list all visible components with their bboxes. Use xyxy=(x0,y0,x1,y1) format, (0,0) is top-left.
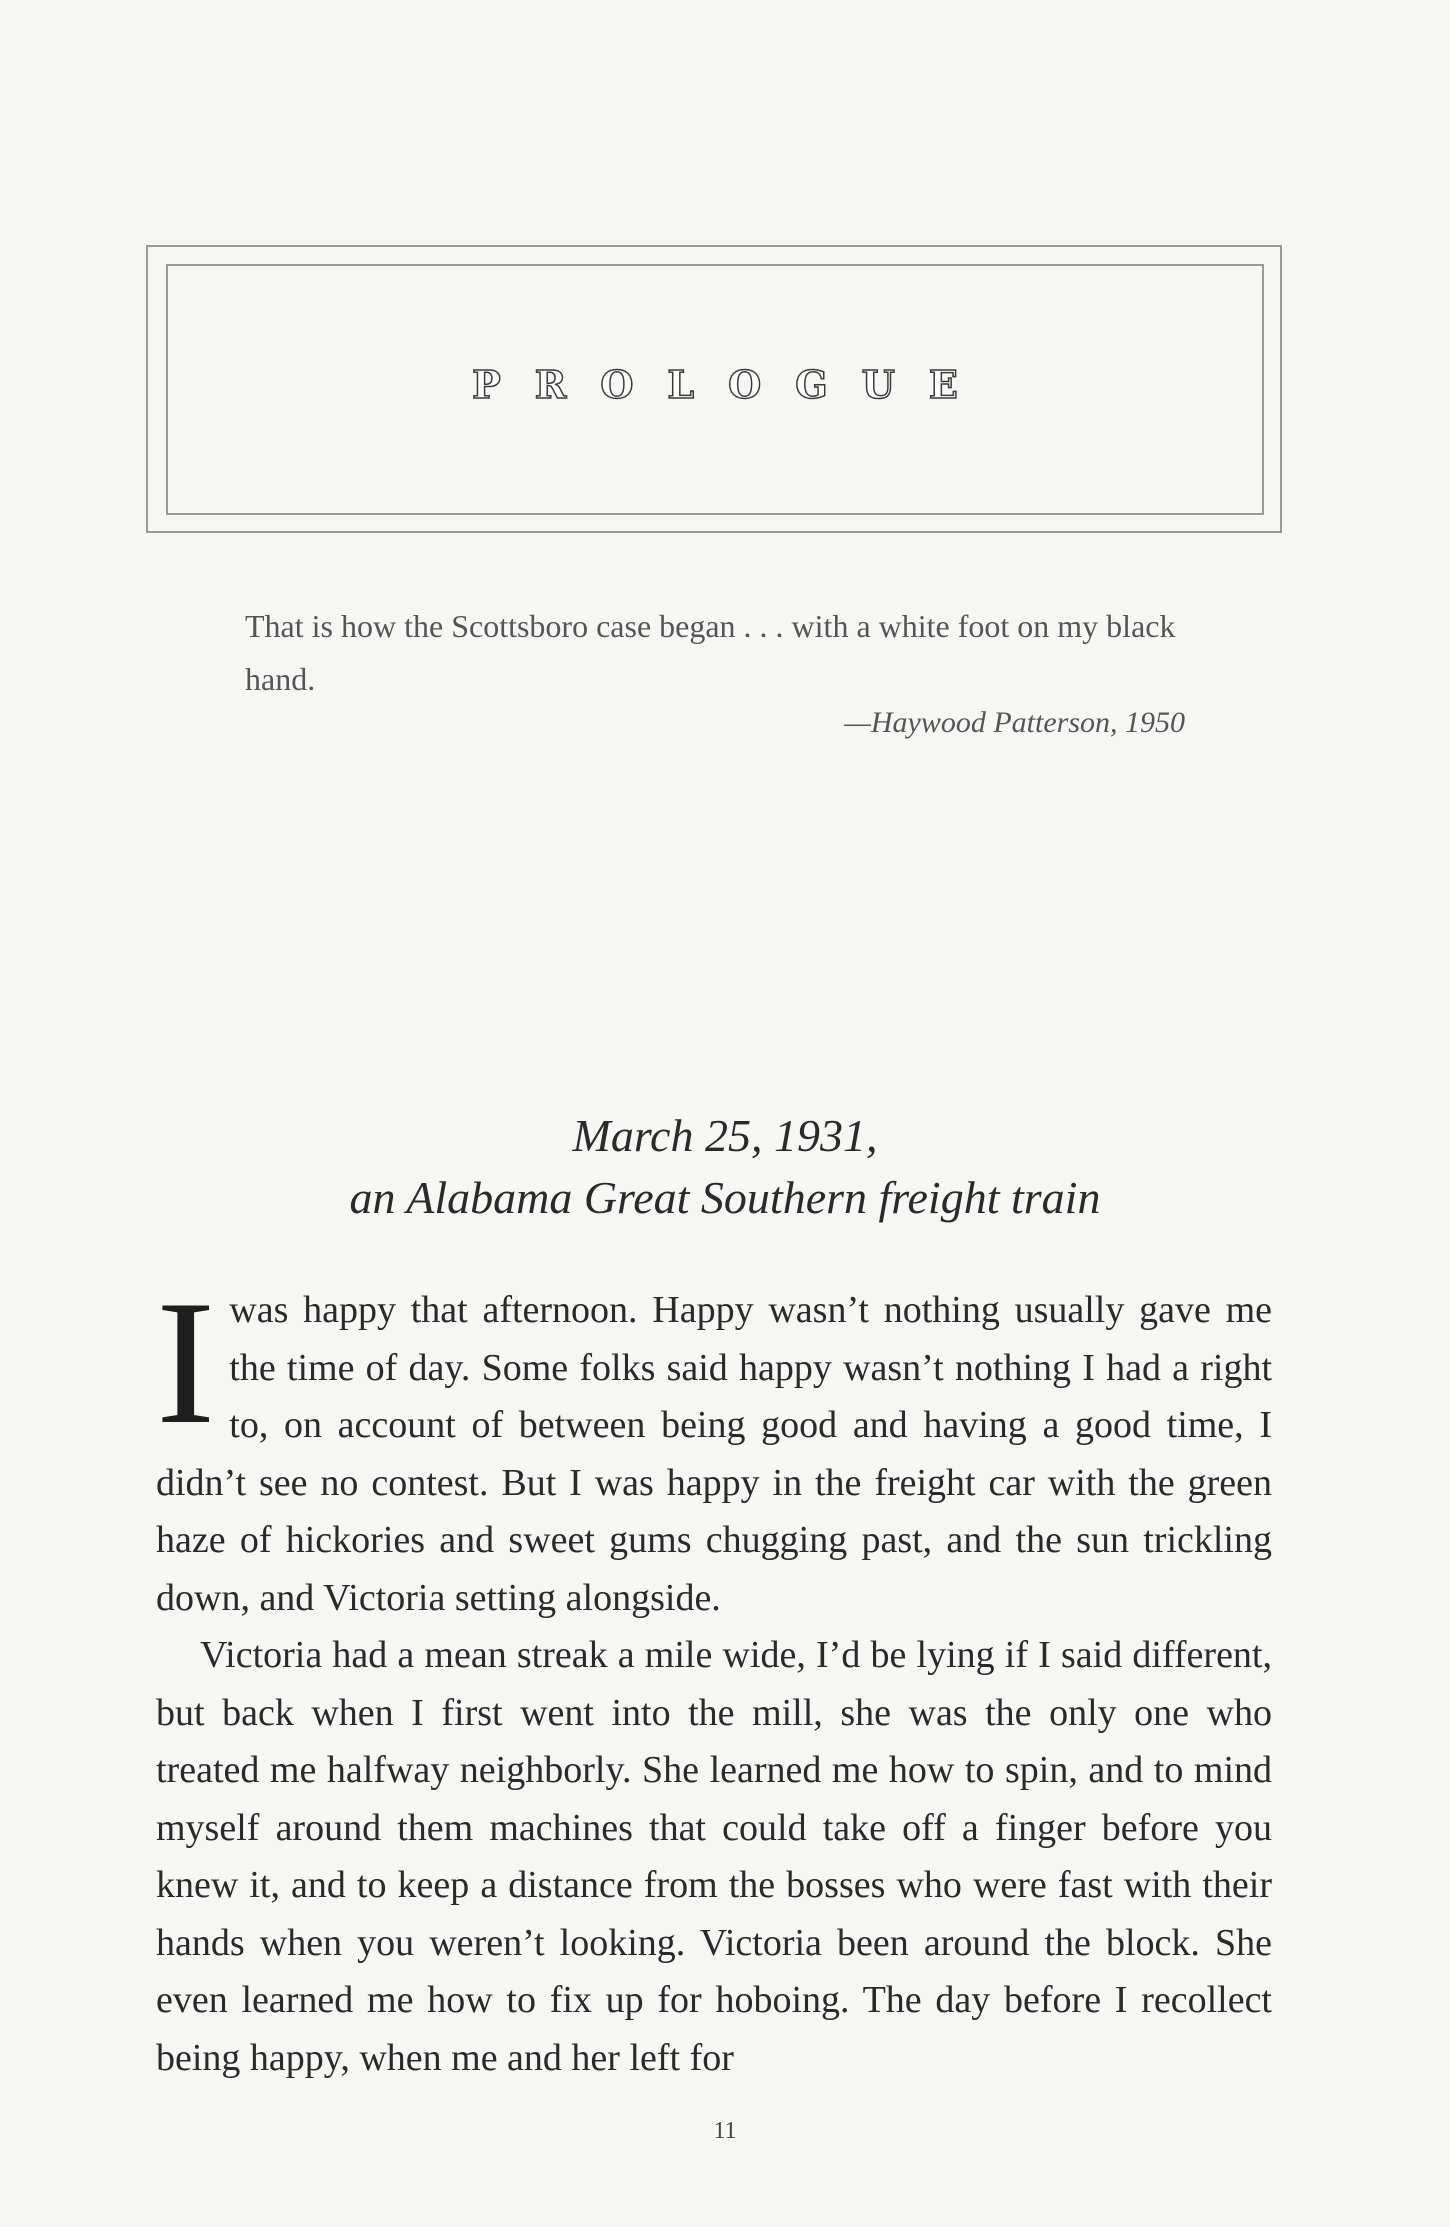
dateline-date: March 25, 1931, xyxy=(572,1110,878,1161)
chapter-title: PROLOGUE xyxy=(472,362,992,407)
drop-cap: I xyxy=(156,1263,216,1461)
epigraph-attribution: —Haywood Patterson, 1950 xyxy=(844,706,1185,739)
paragraph-1-text: was happy that afternoon. Happy wasn’t nothing usually gave me the time of day. Some folks said happy wasn’t nothing I had a right to, on account of between being good and having a good time, I didn’t see no contest. But I was happy in the freight car with the green haze of hickories and sweet gums chugging past, and the sun trickling down, and Victoria setting alongside. xyxy=(156,1289,1272,1619)
dateline-location: an Alabama Great Southern freight train xyxy=(349,1172,1101,1223)
epigraph-quote: That is how the Scottsboro case began . . . with a white foot on my black hand. xyxy=(245,608,1176,697)
paragraph-2: Victoria had a mean streak a mile wide, I’d be lying if I said different, but back when I first went into the mill, she was the only one who treated me halfway neighborly. She learned me how to spin, and to mind myself around them machines that could take off a finger before you knew it, and to keep a distance from the bosses who were fast with their hands when you weren’t looking. Victoria been around the block. She even learned me how to fix up for hoboing. The day before I recollect being happy, when me and her left for xyxy=(156,1634,1272,2079)
page-number: 11 xyxy=(713,2118,737,2144)
body-text xyxy=(156,1263,1272,2087)
paragraph-1 xyxy=(156,1263,1272,1627)
dateline xyxy=(0,1105,1450,1229)
